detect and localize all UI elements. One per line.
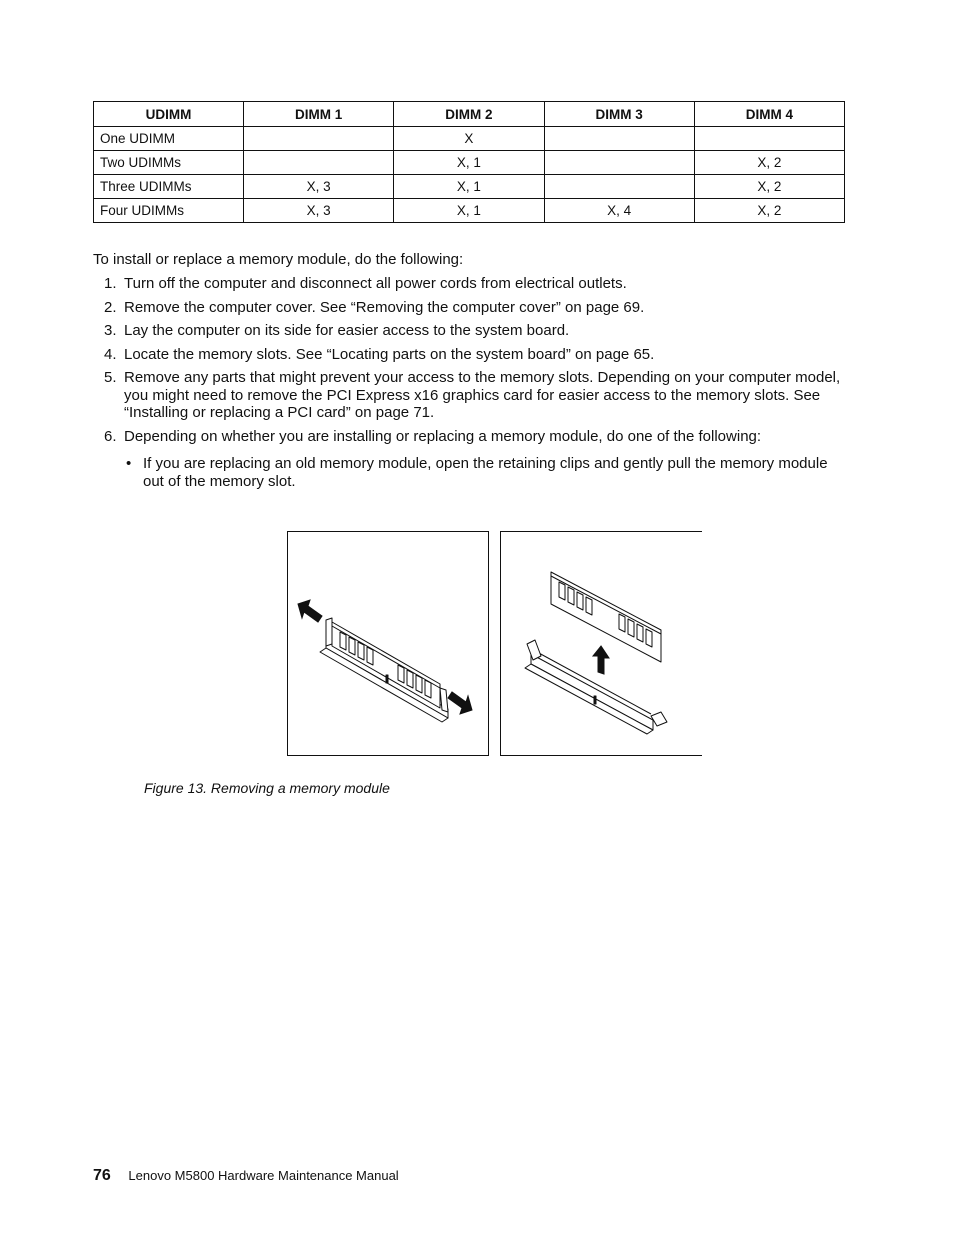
step-item [93, 346, 843, 364]
step-number: 1. [104, 275, 117, 292]
footer-title: Lenovo M5800 Hardware Maintenance Manual [128, 1168, 399, 1183]
procedure-steps [93, 275, 843, 496]
bullet-item [124, 455, 843, 490]
page-footer [93, 1167, 399, 1185]
page-number: 76 [93, 1167, 111, 1184]
table-cell [544, 127, 694, 151]
table-cell: X [394, 127, 544, 151]
step-number: 6. [104, 427, 117, 445]
table-cell [244, 127, 394, 151]
step-item [93, 275, 843, 293]
table-cell: X, 2 [694, 175, 844, 199]
table-cell: X, 2 [694, 151, 844, 175]
table-cell: One UDIMM [94, 127, 244, 151]
table-cell: Three UDIMMs [94, 175, 244, 199]
table-cell: X, 1 [394, 199, 544, 223]
table-row [94, 199, 845, 223]
intro-text: To install or replace a memory module, do the following: [93, 251, 464, 268]
table-row [94, 175, 845, 199]
table-cell: Four UDIMMs [94, 199, 244, 223]
step-text: Remove any parts that might prevent your access to the memory slots. Depending on your computer model, you might need to remove the PCI Express x16 graphics card for easier access to the memory slots. See “Installing or replacing a PCI card” on page 71. [124, 369, 841, 421]
table-cell: X, 3 [244, 175, 394, 199]
step-number: 4. [104, 345, 117, 363]
bullet-text: If you are replacing an old memory module, open the retaining clips and gently pull the memory module out of the memory slot. [143, 455, 828, 490]
table-cell: X, 1 [394, 175, 544, 199]
table-cell: X, 4 [544, 199, 694, 223]
table-cell: Two UDIMMs [94, 151, 244, 175]
step-item [93, 428, 843, 491]
step-text: Remove the computer cover. See “Removing the computer cover” on page 69. [124, 298, 645, 316]
table-header: DIMM 3 [544, 102, 694, 127]
table-header: DIMM 1 [244, 102, 394, 127]
figure-caption: Figure 13. Removing a memory module [144, 780, 390, 796]
udimm-population-table [93, 101, 845, 223]
step-number: 2. [104, 298, 117, 316]
table-cell [694, 127, 844, 151]
step-text: Lay the computer on its side for easier access to the system board. [124, 322, 570, 339]
table-header-row [94, 102, 845, 127]
memory-module-lifted-out-illustration [501, 532, 702, 755]
table-header: DIMM 4 [694, 102, 844, 127]
table-cell [544, 175, 694, 199]
table-cell: X, 1 [394, 151, 544, 175]
step-item [93, 322, 843, 340]
step-item [93, 369, 843, 422]
substep-list [124, 455, 843, 490]
figure-panel-clips-opened [287, 531, 489, 756]
step-number: 5. [104, 369, 117, 386]
bullet-icon: • [126, 455, 132, 472]
step-text: Locate the memory slots. See “Locating parts on the system board” on page 65. [124, 345, 655, 363]
table-header: DIMM 2 [394, 102, 544, 127]
table-header: UDIMM [94, 102, 244, 127]
table-cell [244, 151, 394, 175]
figure-panel-module-removed [500, 531, 702, 756]
step-number: 3. [104, 322, 117, 339]
table-cell: X, 3 [244, 199, 394, 223]
table-row [94, 127, 845, 151]
table-cell [544, 151, 694, 175]
step-text: Depending on whether you are installing or replacing a memory module, do one of the following: [124, 427, 762, 445]
table-cell: X, 2 [694, 199, 844, 223]
table-row [94, 151, 845, 175]
step-text: Turn off the computer and disconnect all power cords from electrical outlets. [124, 275, 627, 292]
step-item [93, 299, 843, 317]
memory-module-clips-opened-illustration [288, 532, 488, 755]
